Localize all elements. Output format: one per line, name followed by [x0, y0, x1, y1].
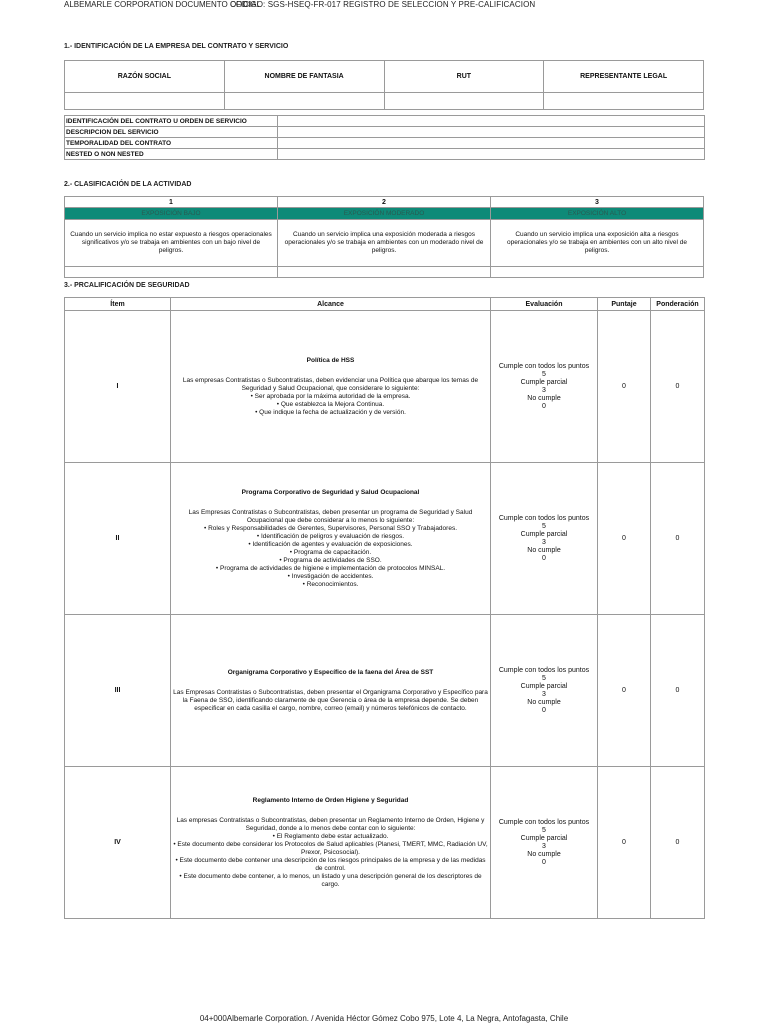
alcance-cell — [171, 463, 491, 615]
exposure-high-select[interactable] — [491, 267, 704, 278]
alcance-title: Reglamento Interno de Orden Higiene y Seguridad — [252, 796, 409, 804]
field-label-contrato: IDENTIFICACIÓN DEL CONTRATO U ORDEN DE SERVICIO — [65, 116, 278, 127]
document-header — [64, 0, 704, 12]
eval-score-partial: 3 — [542, 690, 546, 698]
exposure-moderate-select[interactable] — [278, 267, 491, 278]
evaluacion-cell[interactable] — [491, 767, 598, 919]
puntaje-value[interactable]: 0 — [598, 615, 651, 767]
eval-score-none: 0 — [542, 858, 546, 866]
alcance-title: Organigrama Corporativo y Específico de la faena del Área de SST — [227, 668, 434, 676]
temporalidad-field[interactable] — [278, 138, 705, 149]
page-footer: 04+000Albemarle Corporation. / Avenida Héctor Gómez Cobo 975, Lote 4, La Negra, Antofagasta, Chile — [199, 1014, 569, 1023]
exposure-low-label: EXPOSICIÓN BAJO — [65, 208, 278, 220]
col-alcance: Alcance — [171, 298, 491, 311]
col-nombre-fantasia: NOMBRE DE FANTASIA — [224, 61, 384, 93]
eval-option-none: No cumple — [527, 546, 561, 554]
eval-option-partial: Cumple parcial — [520, 530, 568, 538]
item-number: III — [65, 615, 171, 767]
eval-option-full: Cumple con todos los puntos — [498, 818, 590, 826]
col-puntaje: Puntaje — [598, 298, 651, 311]
ponderacion-value[interactable]: 0 — [651, 311, 705, 463]
section1-title: 1.- IDENTIFICACIÓN DE LA EMPRESA DEL CONTRATO Y SERVICIO — [64, 43, 289, 50]
nombre-fantasia-field[interactable] — [224, 93, 384, 110]
level-number: 2 — [278, 197, 491, 208]
ponderacion-value[interactable]: 0 — [651, 767, 705, 919]
exposure-moderate-description: Cuando un servicio implica una exposición moderada a riesgos operacionales y/o se trabaja en ambientes con un moderado nivel de peligros. — [278, 220, 491, 267]
col-evaluacion: Evaluación — [491, 298, 598, 311]
puntaje-value[interactable]: 0 — [598, 463, 651, 615]
exposure-low-description: Cuando un servicio implica no estar expuesto a riesgos operacionales significativos y/o se trabaja en ambientes con un bajo nivel de peligros. — [65, 220, 278, 267]
representante-legal-field[interactable] — [544, 93, 704, 110]
contract-details-table — [64, 115, 705, 160]
header-code-text: CODIGO: SGS-HSEQ-FR-017 REGISTRO DE SELECCION Y PRE-CALIFICACION — [230, 0, 536, 9]
col-representante-legal: REPRESENTANTE LEGAL — [544, 61, 704, 93]
exposure-high-description: Cuando un servicio implica una exposición alta a riesgos operacionales y/o se trabaja en ambientes con un alto nivel de peligros. — [491, 220, 704, 267]
header-company-text: ALBEMARLE CORPORATION DOCUMENTO OFICIAL — [64, 0, 262, 9]
col-ponderacion: Ponderación — [651, 298, 705, 311]
alcance-body: Las Empresas Contratistas o Subcontratistas, deben presentar el Organigrama Corporativo y Específico para la Faena de SSO, identificando claramente de que Gerencia o área de la empresa depende. Se deben especificar en cada casilla el cargo, nombre, correo (email) y números telefónicos de contacto. — [173, 688, 488, 712]
evaluacion-cell[interactable] — [491, 615, 598, 767]
eval-option-none: No cumple — [527, 394, 561, 402]
alcance-body: Las empresas Contratistas o Subcontratistas, deben evidenciar una Política que abarque los temas de Seguridad y Salud Ocupacional, que considerare lo siguiente: • Ser aprobada por la máxima autoridad de la empresa. • Que establezca la Mejora Continua. • Que indique la fecha de actualización y de versión. — [182, 376, 479, 416]
level-number: 3 — [491, 197, 704, 208]
alcance-body: Las Empresas Contratistas o Subcontratistas, deben presentar un programa de Seguridad y Salud Ocupacional que debe considerar a lo menos lo siguiente: • Roles y Responsabilidades de Gerentes, Supervisores, Personal SSO y Trabajadores. • Identificación de peligros y evaluación de riesgos. • Identificación de agentes y evaluación de exposiciones. • Programa de capacitación. • Programa de actividades de SSO. • Programa de actividades de higiene e implementación de protocolos MINSAL. • Investigación de accidentes. • Reconocimientos. — [188, 508, 473, 588]
company-identification-table — [64, 60, 704, 110]
col-item: Ítem — [65, 298, 171, 311]
table-row — [65, 767, 705, 919]
eval-score-full: 5 — [542, 826, 546, 834]
alcance-cell — [171, 767, 491, 919]
item-number: IV — [65, 767, 171, 919]
eval-option-partial: Cumple parcial — [520, 834, 568, 842]
eval-score-none: 0 — [542, 706, 546, 714]
rut-field[interactable] — [384, 93, 544, 110]
eval-score-partial: 3 — [542, 538, 546, 546]
razon-social-field[interactable] — [65, 93, 225, 110]
eval-option-none: No cumple — [527, 698, 561, 706]
section3-title: 3.- PRCALIFICACIÓN DE SEGURIDAD — [64, 282, 190, 289]
eval-score-full: 5 — [542, 674, 546, 682]
exposure-low-select[interactable] — [65, 267, 278, 278]
alcance-cell — [171, 311, 491, 463]
alcance-title: Política de HSS — [306, 356, 355, 364]
col-razon-social: RAZÓN SOCIAL — [65, 61, 225, 93]
safety-prequalification-table — [64, 297, 705, 919]
eval-score-partial: 3 — [542, 842, 546, 850]
eval-option-partial: Cumple parcial — [520, 682, 568, 690]
eval-score-full: 5 — [542, 370, 546, 378]
eval-score-partial: 3 — [542, 386, 546, 394]
alcance-cell — [171, 615, 491, 767]
puntaje-value[interactable]: 0 — [598, 767, 651, 919]
evaluacion-cell[interactable] — [491, 463, 598, 615]
eval-score-none: 0 — [542, 402, 546, 410]
contrato-field[interactable] — [278, 116, 705, 127]
field-label-descripcion: DESCRIPCION DEL SERVICIO — [65, 127, 278, 138]
eval-score-none: 0 — [542, 554, 546, 562]
eval-option-full: Cumple con todos los puntos — [498, 362, 590, 370]
evaluacion-cell[interactable] — [491, 311, 598, 463]
ponderacion-value[interactable]: 0 — [651, 615, 705, 767]
table-row — [65, 311, 705, 463]
eval-option-full: Cumple con todos los puntos — [498, 666, 590, 674]
table-row — [65, 463, 705, 615]
descripcion-field[interactable] — [278, 127, 705, 138]
exposure-high-label: EXPOSICIÓN ALTO — [491, 208, 704, 220]
eval-option-full: Cumple con todos los puntos — [498, 514, 590, 522]
activity-classification-table — [64, 196, 704, 278]
exposure-moderate-label: EXPOSICIÓN MODERADO — [278, 208, 491, 220]
col-rut: RUT — [384, 61, 544, 93]
alcance-title: Programa Corporativo de Seguridad y Salud Ocupacional — [241, 488, 420, 496]
eval-option-partial: Cumple parcial — [520, 378, 568, 386]
table-row — [65, 615, 705, 767]
item-number: II — [65, 463, 171, 615]
alcance-body: Las empresas Contratistas o Subcontratistas, deben presentar un Reglamento Interno de Orden, Higiene y Seguridad, donde a lo menos debe contar con lo siguiente: • El Reglamento debe estar actualizado. • Este documento debe considerar los Protocolos de Salud aplicables (Planesi, TMERT, MMC, Radiación UV, Prexor, Psicosocial). • Este documento debe contener una descripción de los riesgos principales de la empresa y de las medidas de control. • Este documento debe contener, a lo menos, un listado y una descripción general de los descriptores de cargo. — [173, 816, 488, 888]
item-number: I — [65, 311, 171, 463]
nested-field[interactable] — [278, 149, 705, 160]
field-label-temporalidad: TEMPORALIDAD DEL CONTRATO — [65, 138, 278, 149]
field-label-nested: NESTED O NON NESTED — [65, 149, 278, 160]
level-number: 1 — [65, 197, 278, 208]
eval-option-none: No cumple — [527, 850, 561, 858]
ponderacion-value[interactable]: 0 — [651, 463, 705, 615]
section2-title: 2.- CLASIFICACIÓN DE LA ACTIVIDAD — [64, 181, 192, 188]
puntaje-value[interactable]: 0 — [598, 311, 651, 463]
eval-score-full: 5 — [542, 522, 546, 530]
